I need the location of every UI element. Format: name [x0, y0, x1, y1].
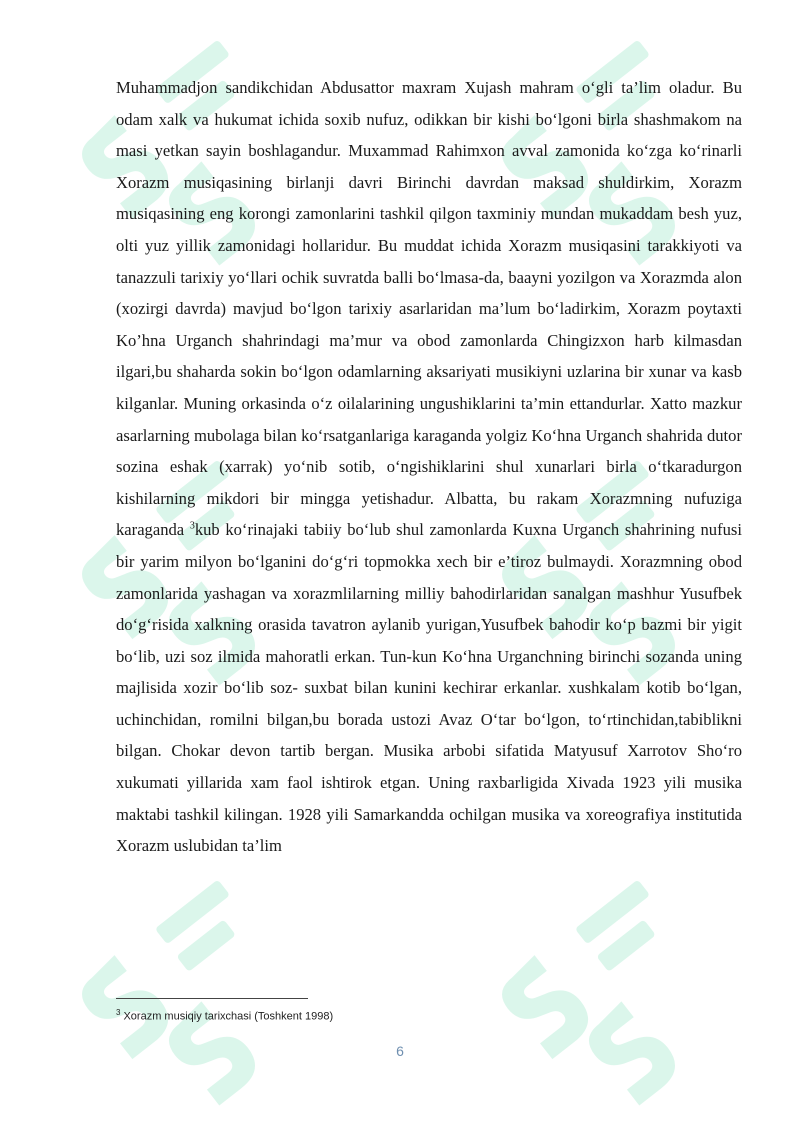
footnote-mark: 3	[116, 1008, 121, 1017]
soff-logo-watermark-icon	[500, 860, 720, 1120]
footnote-text: Xorazm musiqiy tarixchasi (Toshkent 1998)	[123, 1010, 334, 1023]
page-number: 6	[396, 1043, 404, 1059]
body-text-part-1: Muhammadjon sandikchidan Abdusattor maxram Xujash mahram o‘gli ta’lim oladur. Bu odam xalk va hukumat ichida soxib nufuz, odikkan bir kishi bo‘lgoni birla shashmakom na masi yetkan sayin boshlagandur. Muxammad Rahimxon avval zamonida ko‘zga ko‘rinarli Xorazm musiqasining birlanji davri Birinchi davrdan maksad shuldirkim, Xorazm musiqasining eng korongi zamonlarini tashkil qilgon taxminiy mundan mukaddam besh yuz, olti yuz yillik zamonidagi hollaridur. Bu muddat ichida Xorazm musiqasini tarakkiyoti va tanazzuli tarixiy yo‘llari ochik suvratda balli bo‘lmasa-da, baayni yozilgon va Xorazmda alon (xozirgi davrda) mavjud bo‘lgon tarixiy asarlaridan ma’lum bo‘ladirkim, Xorazm poytaxti Ko’hna Urganch shahrindagi ma’mur va obod zamonlarda Chingizxon harb kilmasdan ilgari,bu shaharda sokin bo‘lgon odamlarning aksariyati musikiyni uzlarina bir xunar va kasb kilganlar. Muning orkasinda o‘z oilalarining ungushiklarini ta’min ettandurlar. Xatto mazkur asarlarning mubolaga bilan ko‘rsatganlariga karaganda yolgiz Ko‘hna Urganch shahrida dutor sozina eshak (xarrak) yo‘nib sotib, o‘ngishiklarini shul xunarlari birla o‘tkaradurgon kishilarning mikdori bir mingga yetishadur. Albatta, bu rakam Xorazmning nufuziga karaganda	[116, 78, 742, 540]
footnote-divider	[116, 998, 308, 999]
body-paragraph	[116, 72, 742, 862]
body-text-part-2: kub ko‘rinajaki tabiiy bo‘lub shul zamonlarda Kuxna Urganch shahrining nufusi bir yarim milyon bo‘lganini do‘g‘ri topmokka xech bir e’tiroz bulmaydi. Xorazmning obod zamonlarida yashagan va xorazmlilarning milliy bahodirlaridan sanalgan mashhur Yusufbek do‘g‘risida xalkning orasida tavatron aylanib yurigan,Yusufbek bahodir ko‘p bazmi bir yigit bo‘lib, uzi soz ilmida mahoratli erkan. Tun-kun Ko‘hna Urganchning birinchi sozanda uning majlisida xozir bo‘lib soz- suxbat bilan kunini kechirar erkanlar. xushkalam kotib bo‘lgan, uchinchidan, romilni bilgan,bu borada ustozi Avaz O‘tar bo‘lgon, to‘rtinchidan,tabiblikni bilgan. Chokar devon tartib bergan. Musika arbobi sifatida Matyusuf Xarrotov Sho‘ro xukumati yillarida xam faol ishtirok etgan. Uning raxbarligida Xivada 1923 yili musika maktabi tashkil kilingan. 1928 yili Samarkandda ochilgan musika va xoreografiya institutida Xorazm uslubidan ta’lim	[116, 520, 742, 856]
footnote	[116, 1008, 333, 1023]
page-body	[116, 72, 742, 862]
soff-logo-watermark-icon	[80, 860, 300, 1120]
footnote-reference[interactable]: 3	[189, 520, 195, 532]
